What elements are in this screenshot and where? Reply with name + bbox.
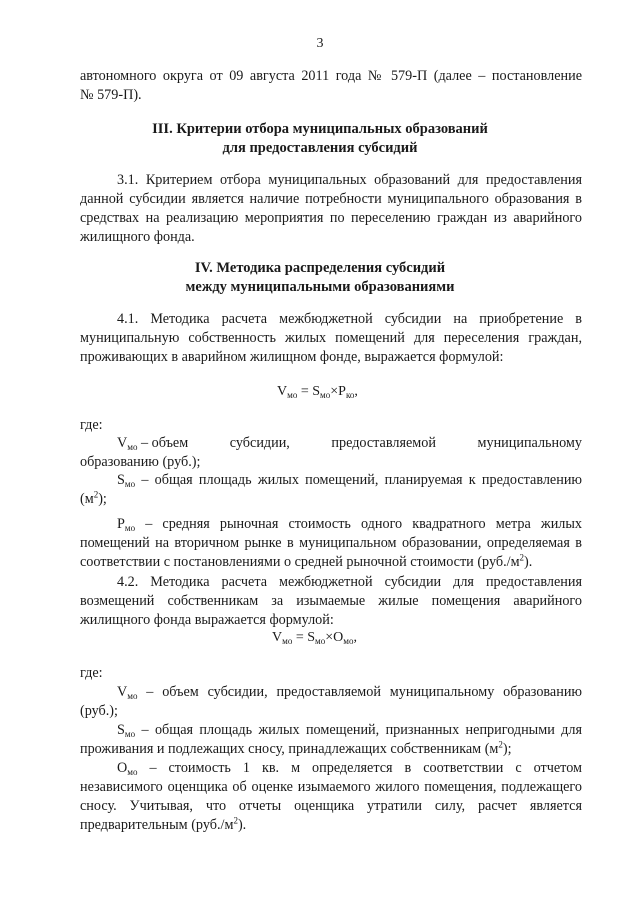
def2-smo-line-1: $S_{мо}$ – общая площадь жилых помещений, признанных непригодными для <box>117 722 582 739</box>
def-smo-line-1: $S_{мо}$ – общая площадь жилых помещений, планируемая к предоставлению <box>117 472 583 489</box>
section-3-heading-line-1: III. Критерии отбора муниципальных образований <box>152 121 488 137</box>
para-4-2-line-3: жилищного фонда выражается формулой: <box>80 612 334 628</box>
def2-smo-line-2: проживания и подлежащих сносу, принадлежащих собственникам $(м^2)$; <box>80 739 512 757</box>
where-label-1: где: <box>80 417 103 433</box>
para-4-2-line-2: возмещений собственникам за изымаемые жилые помещения аварийного <box>80 593 582 609</box>
def-pmo-line-1: $P_{мо}$ – средняя рыночная стоимость одного квадратного метра жилых <box>117 516 582 533</box>
intro-line-2: № 579-П). <box>80 87 142 103</box>
def2-omo-line-1: $O_{мо}$ – стоимость 1 кв. м определяется в соответствии с отчетом <box>117 760 582 777</box>
para-3-1-line-2: данной субсидии является наличие потребности муниципального образования в <box>80 191 582 207</box>
section-4-heading-line-2: между муниципальными образованиями <box>185 279 455 295</box>
where-label-2: где: <box>80 665 103 681</box>
para-3-1-line-3: средствах на реализацию мероприятия по переселению граждан из аварийного <box>80 210 582 226</box>
def-vmo-line-2: образованию (руб.); <box>80 454 201 470</box>
intro-line-1: автономного округа от 09 августа 2011 года № 579-П (далее – постановление <box>80 68 582 84</box>
para-4-2-line-1: 4.2. Методика расчета межбюджетной субсидии для предоставления <box>117 574 582 590</box>
def-vmo-line-1: $V_{мо}$ – объем субсидии, предоставляемой муниципальному <box>117 435 582 452</box>
def-pmo-line-3: соответствии с постановлениями о средней рыночной стоимости $(руб./м^2)$. <box>80 552 533 570</box>
formula-1: $V_{мо} = S_{мо}\times P_{ко}$, <box>277 384 358 400</box>
section-3-heading-line-2: для предоставления субсидий <box>222 140 418 156</box>
page-number: 3 <box>316 36 324 51</box>
def2-vmo-line-1: $V_{мо}$ – объем субсидии, предоставляемой муниципальному образованию <box>117 684 583 701</box>
para-4-1-line-2: муниципальную собственность жилых помещений для переселения граждан, <box>80 330 582 346</box>
para-4-1-line-1: 4.1. Методика расчета межбюджетной субсидии на приобретение в <box>117 311 582 327</box>
section-4-heading-line-1: IV. Методика распределения субсидий <box>194 260 446 276</box>
def2-vmo-line-2: (руб.); <box>80 703 118 719</box>
para-4-1-line-3: проживающих в аварийном жилищном фонде, выражается формулой: <box>80 349 504 365</box>
def-pmo-line-2: помещений на вторичном рынке в муниципальном образовании, определяемая в <box>80 535 582 551</box>
def2-omo-line-2: независимого оценщика об оценке изымаемого жилого помещения, подлежащего <box>80 779 582 795</box>
def2-omo-line-3: сносу. Учитывая, что отчеты оценщика утратили силу, расчет является <box>80 798 582 814</box>
formula-2: $V_{мо} = S_{мо}\times O_{мо}$, <box>272 630 357 646</box>
para-3-1-line-1: 3.1. Критерием отбора муниципальных образований для предоставления <box>117 172 582 188</box>
def-smo-line-2: $(м^2)$; <box>80 489 107 507</box>
def2-omo-line-4: предварительным $(руб./м^2)$. <box>80 815 247 833</box>
para-3-1-line-4: жилищного фонда. <box>80 229 195 245</box>
